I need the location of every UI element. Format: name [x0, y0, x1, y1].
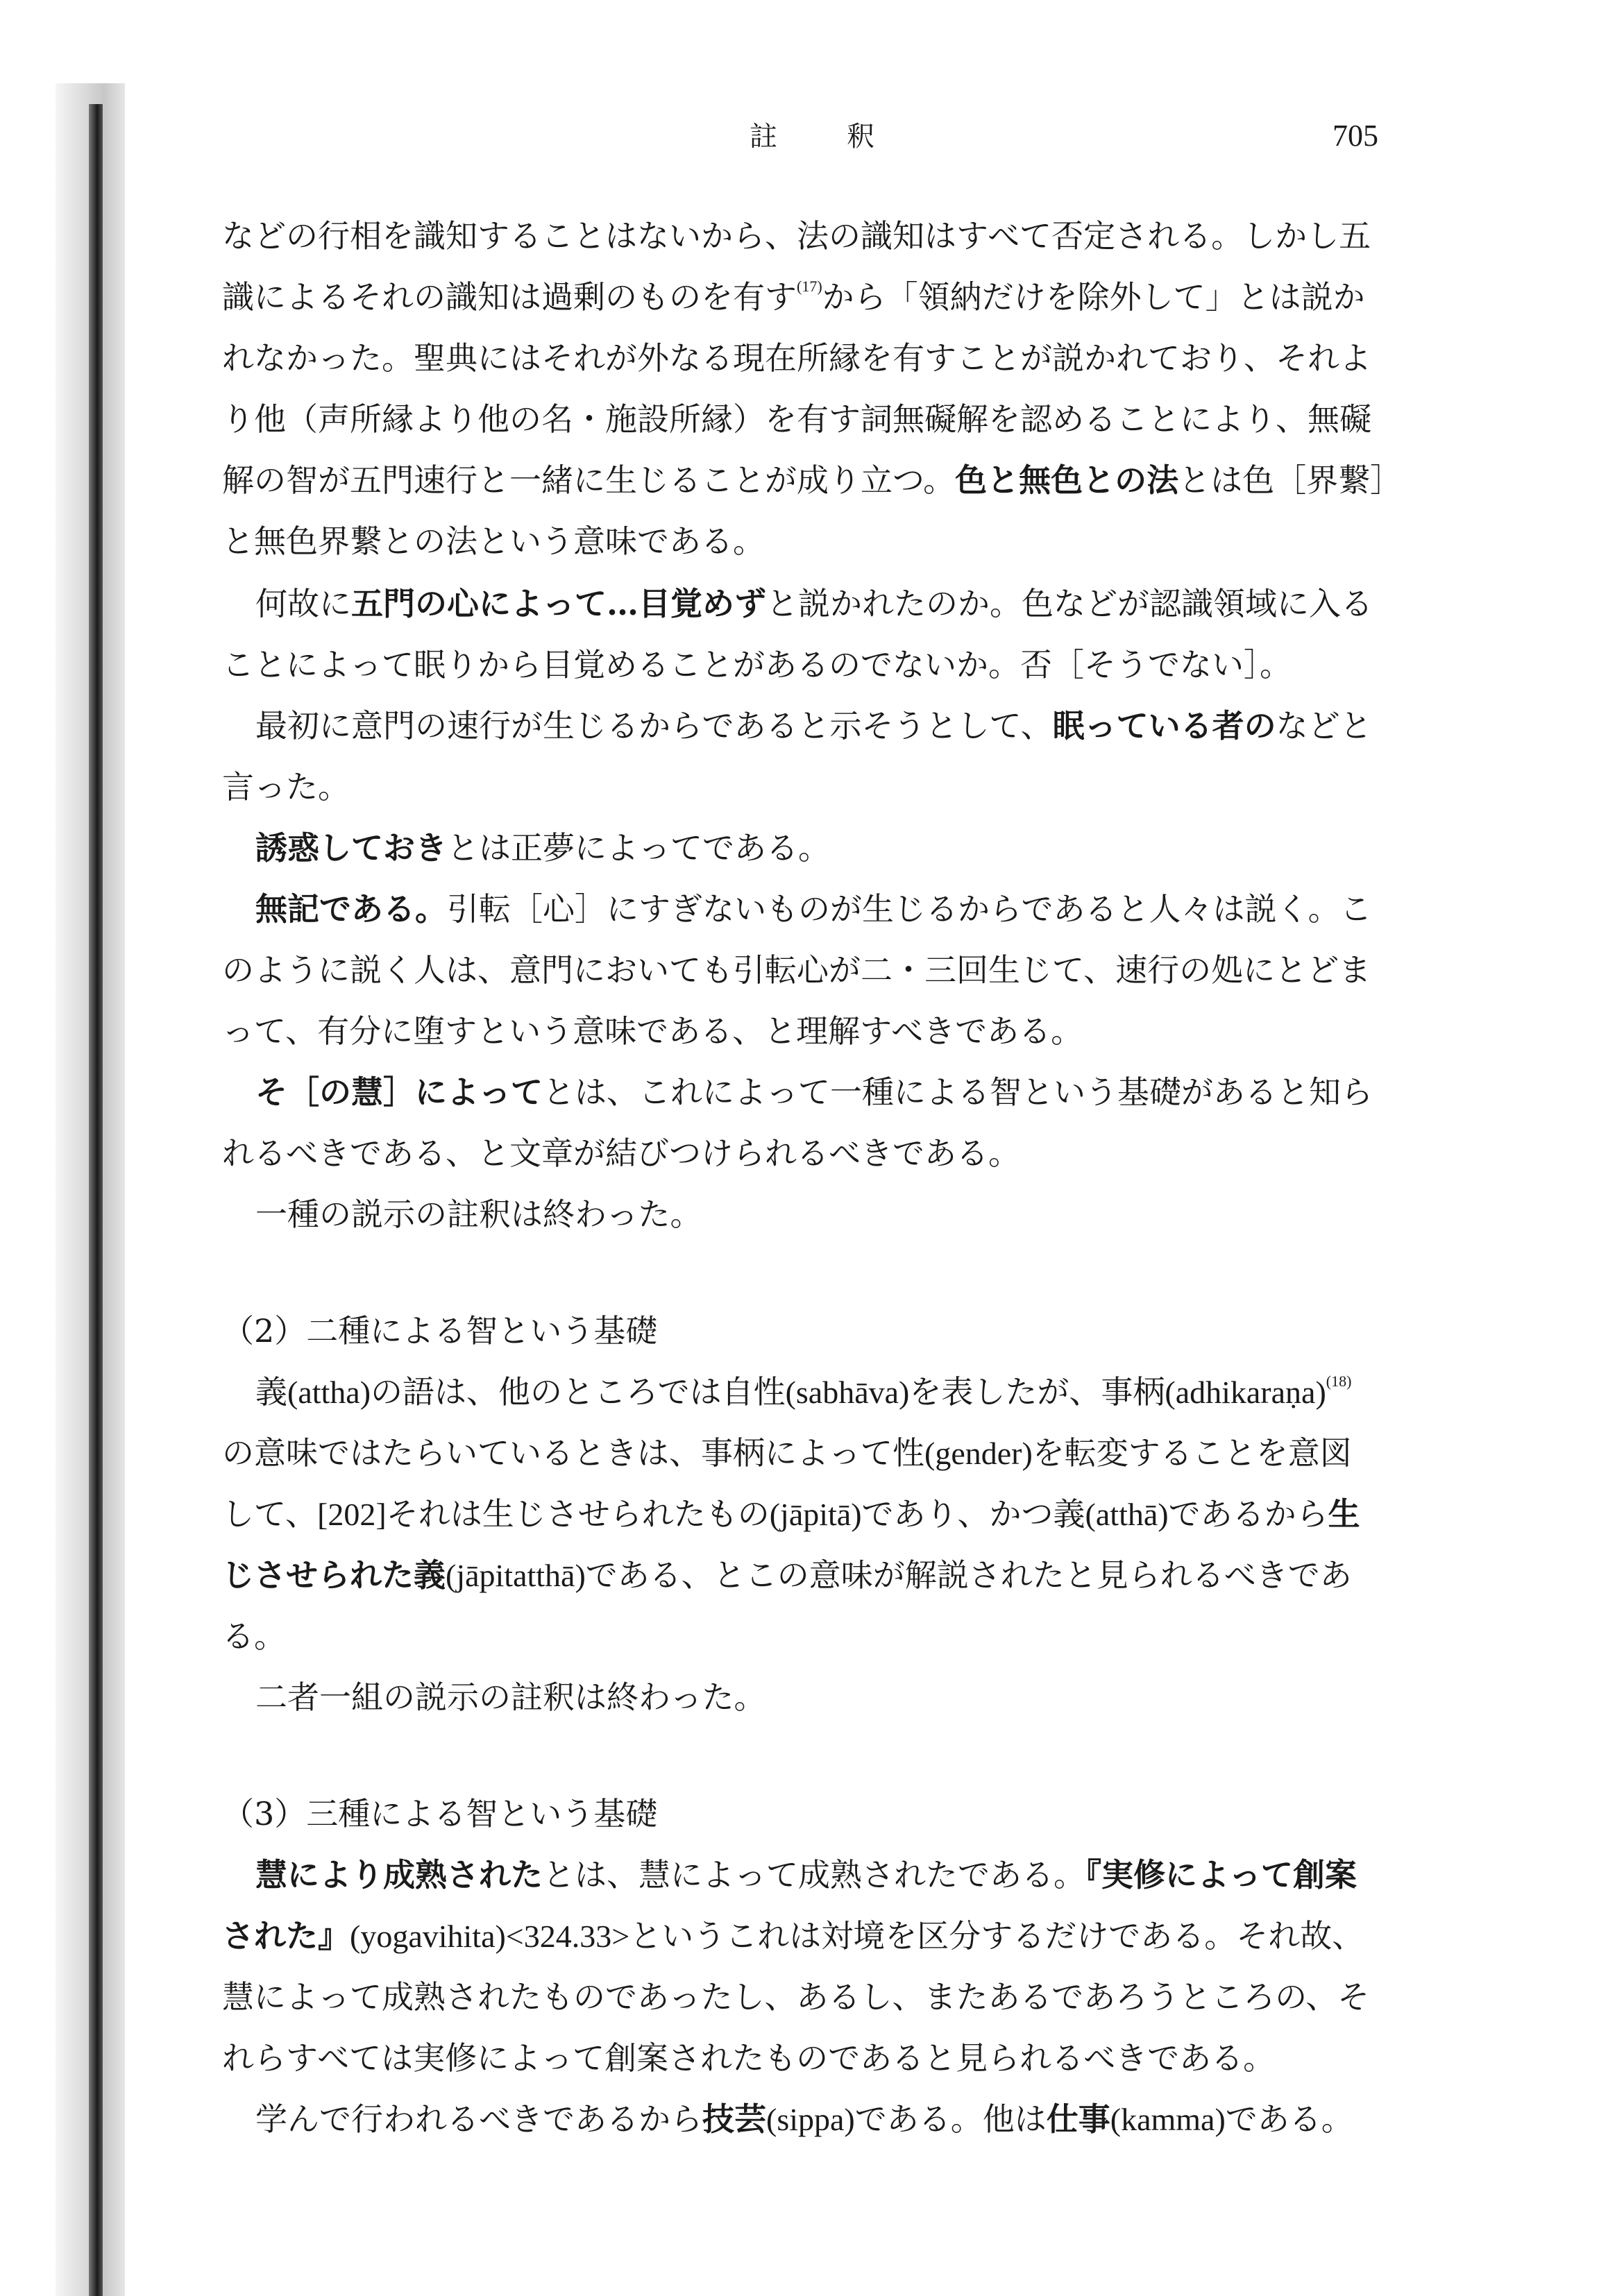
text-line: 何故に五門の心によって…目覚めずと説かれたのか。色などが認識領域に入る — [255, 585, 1373, 622]
bold-term: 誘惑しておき — [255, 829, 447, 867]
text-line: された』(yogavihita)<324.33>というこれは対境を区分するだけである。それ故、 — [222, 1917, 1364, 1955]
bold-term: 無記である。 — [255, 890, 447, 928]
text-line: 無記である。引転［心］にすぎないものが生じるからであると人々は説く。こ — [255, 890, 1372, 928]
bold-term: 『実修によって創案 — [1085, 1856, 1357, 1894]
bold-term: 慧により成熟された — [255, 1856, 543, 1894]
text-line: れらすべては実修によって創案されたものであると見られるべきである。 — [222, 2039, 1276, 2077]
bold-term: 仕事 — [1046, 2100, 1110, 2138]
binding-edge — [89, 104, 103, 2296]
bold-term: 生 — [1328, 1495, 1360, 1533]
text-line: って、有分に堕すという意味である、と理解すべきである。 — [222, 1012, 1083, 1050]
text-line: る。 — [222, 1617, 286, 1655]
footnote-ref-18[interactable]: (18) — [1326, 1372, 1352, 1390]
text-line: して、[202]それは生じさせられたもの(jāpitā)であり、かつ義(atthā)であるから生 — [222, 1495, 1360, 1533]
text-line: の意味ではたらいているときは、事柄によって性(gender)を転変することを意図 — [222, 1434, 1352, 1472]
text-line: 慧によって成熟されたものであったし、あるし、またあるであろうところの、そ — [222, 1978, 1370, 2016]
text-line: そ［の慧］によってとは、これによって一種による智という基礎があると知ら — [255, 1073, 1373, 1111]
section-heading: （2）二種による智という基礎 — [222, 1312, 658, 1350]
text-line: ことによって眠りから目覚めることがあるのでないか。否［そうでない］。 — [222, 646, 1292, 683]
text-line: 義(attha)の語は、他のところでは自性(sabhāva)を表したが、事柄(adhikaraṇa)$^{(18)}$ — [255, 1372, 1352, 1411]
text-line: 学んで行われるべきであるから技芸(sippa)である。他は仕事(kamma)である。 — [255, 2100, 1353, 2138]
bold-term: 五門の心によって…目覚めず — [351, 585, 766, 622]
source-page-ref: [202] — [317, 1497, 387, 1532]
text-line: 一種の説示の註釈は終わった。 — [255, 1196, 702, 1233]
running-header: 註 釈 — [750, 121, 895, 153]
text-line: 最初に意門の速行が生じるからであると示そうとして、眠っている者のなどと — [255, 707, 1372, 745]
text-line: 慧により成熟されたとは、慧によって成熟されたである。『実修によって創案 — [255, 1856, 1357, 1894]
page-number: 705 — [1333, 119, 1378, 153]
bold-term: 色と無色との法 — [955, 461, 1179, 499]
text-line: 二者一組の説示の註釈は終わった。 — [255, 1678, 766, 1716]
text-line: れなかった。聖典にはそれが外なる現在所縁を有すことが説かれており、それよ — [222, 339, 1371, 377]
text-line: などの行相を識知することはないから、法の識知はすべて否定される。しかし五 — [222, 217, 1371, 255]
text-line: 識によるそれの識知は過剰のものを有す$^{(17)}$から「領納だけを除外して」とは説か — [222, 278, 1365, 316]
bold-term: じさせられた義 — [222, 1556, 446, 1594]
text-line: と無色界繋との法という意味である。 — [222, 522, 765, 560]
text-line: 言った。 — [222, 768, 350, 806]
section-heading: （3）三種による智という基礎 — [222, 1795, 658, 1832]
footnote-ref-17[interactable]: (17) — [797, 278, 822, 295]
text-line: り他（声所縁より他の名・施設所縁）を有す詞無礙解を認めることにより、無礙 — [222, 400, 1371, 438]
bold-term: 技芸 — [702, 2100, 766, 2138]
text-line: 解の智が五門速行と一緒に生じることが成り立つ。色と無色との法とは色［界繋］ — [222, 461, 1403, 499]
bold-term: された』 — [222, 1917, 350, 1955]
text-line: じさせられた義(jāpitatthā)である、とこの意味が解説されたと見られるべきであ — [222, 1556, 1352, 1594]
bold-term: 眠っている者の — [1052, 707, 1276, 745]
bold-term: そ［の慧］によって — [255, 1073, 543, 1111]
text-line: 誘惑しておきとは正夢によってである。 — [255, 829, 830, 867]
text-line: れるべきである、と文章が結びつけられるべきである。 — [222, 1134, 1020, 1172]
text-line: のように説く人は、意門においても引転心が二・三回生じて、速行の処にとどま — [222, 951, 1371, 989]
